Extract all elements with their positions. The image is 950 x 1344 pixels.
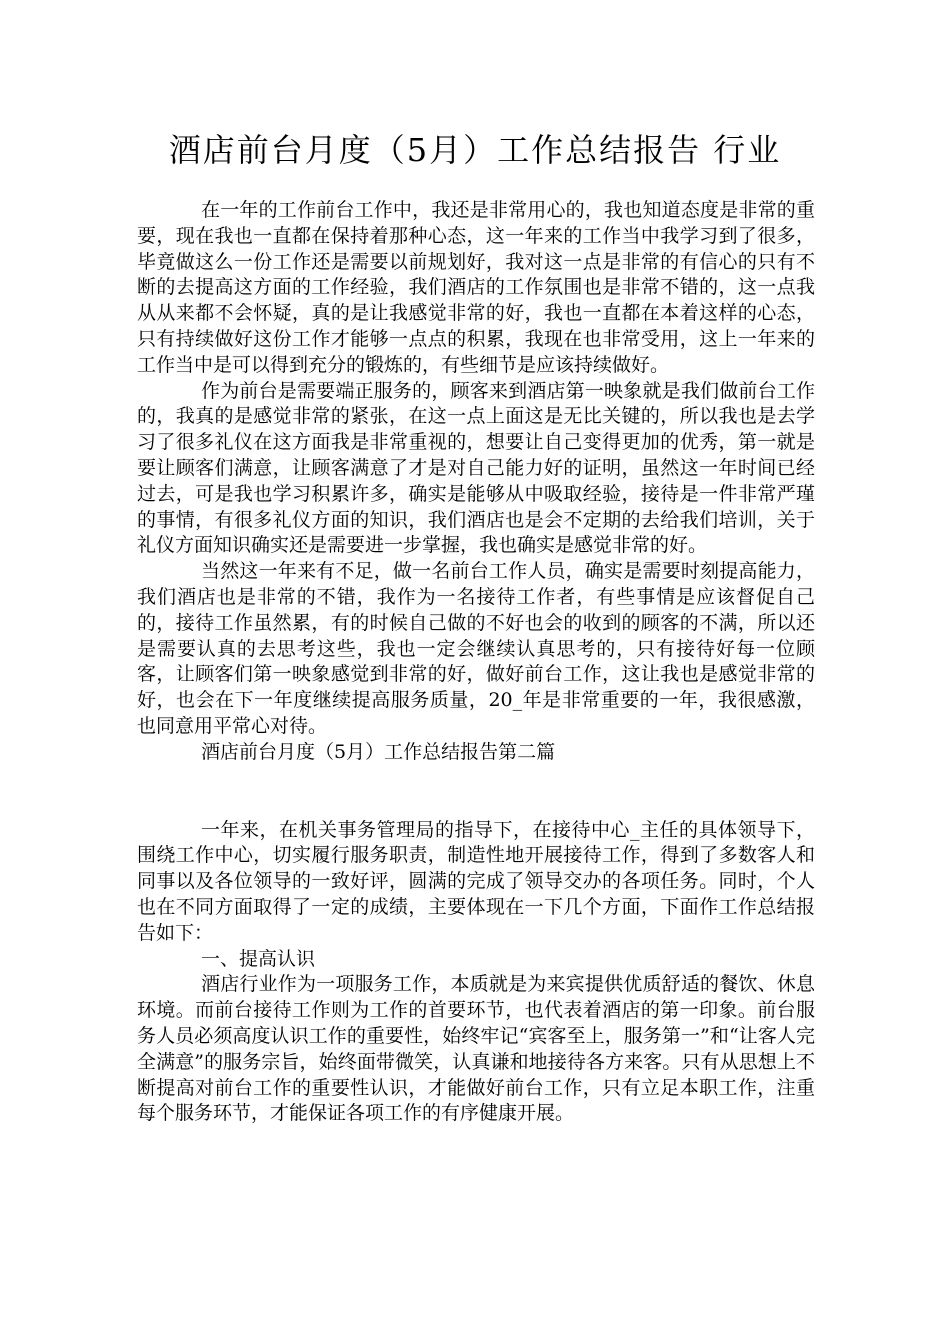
paragraph-3: 当然这一年来有不足，做一名前台工作人员，确实是需要时刻提高能力，我们酒店也是非常的不错，我作为一名接待工作者，有些事情是应该督促自己的，接待工作虽然累，有的时候自己做的不好也会的收到的顾客的不满，所以还是需要认真的去思考这些，我也一定会继续认真思考的，只有接待好每一位顾客，让顾客们第一映象感觉到非常的好，做好前台工作，这让我也是感觉非常的好，也会在下一年度继续提高服务质量，20_年是非常重要的一年，我很感激，也同意用平常心对待。	[137, 560, 815, 737]
paragraph-5: 酒店行业作为一项服务工作，本质就是为来宾提供优质舒适的餐饮、休息环境。而前台接待工作则为工作的首要环节，也代表着酒店的第一印象。前台服务人员必须高度认识工作的重要性，始终牢记“宾客至上，服务第一”和“让客人完全满意”的服务宗旨，始终面带微笑，认真谦和地接待各方来客。只有从思想上不断提高对前台工作的重要性认识，才能做好前台工作，只有立足本职工作，注重每个服务环节，才能保证各项工作的有序健康开展。	[137, 973, 815, 1125]
section-heading-part-two: 酒店前台月度（5月）工作总结报告第二篇	[201, 740, 556, 763]
subheading-raise-awareness: 一、提高认识	[201, 947, 316, 970]
blank-line	[137, 766, 815, 818]
paragraph-2: 作为前台是需要端正服务的，顾客来到酒店第一映象就是我们做前台工作的，我真的是感觉非常的紧张，在这一点上面这是无比关键的，所以我也是去学习了很多礼仪在这方面我是非常重视的，想要让自己变得更加的优秀，第一就是要让顾客们满意，让顾客满意了才是对自己能力好的证明，虽然这一年时间已经过去，可是我也学习积累许多，确实是能够从中吸取经验，接待是一件非常严瑾的事情，有很多礼仪方面的知识，我们酒店也是会不定期的去给我们培训，关于礼仪方面知识确实还是需要进一步掌握，我也确实是感觉非常的好。	[137, 379, 815, 557]
document-title: 酒店前台月度（5月）工作总结报告 行业	[168, 131, 782, 169]
paragraph-1: 在一年的工作前台工作中，我还是非常用心的，我也知道态度是非常的重要，现在我也一直都在保持着那种心态，这一年来的工作当中我学习到了很多，毕竟做这么一份工作还是需要以前规划好，我对这一点是非常的有信心的只有不断的去提高这方面的工作经验，我们酒店的工作氛围也是非常不错的，这一点我从从来都不会怀疑，真的是让我感觉非常的好，我也一直都在本着这样的心态，只有持续做好这份工作才能够一点点的积累，我现在也非常受用，这上一年来的工作当中是可以得到充分的锻炼的，有些细节是应该持续做好。	[137, 199, 815, 376]
paragraph-4: 一年来，在机关事务管理局的指导下，在接待中心_主任的具体领导下，围绕工作中心，切实履行服务职责，制造性地开展接待工作，得到了多数客人和同事以及各位领导的一致好评，圆满的完成了领导交办的各项任务。同时，个人也在不同方面取得了一定的成绩，主要体现在一下几个方面，下面作工作总结报告如下：	[137, 818, 815, 944]
document-body	[137, 198, 815, 1127]
